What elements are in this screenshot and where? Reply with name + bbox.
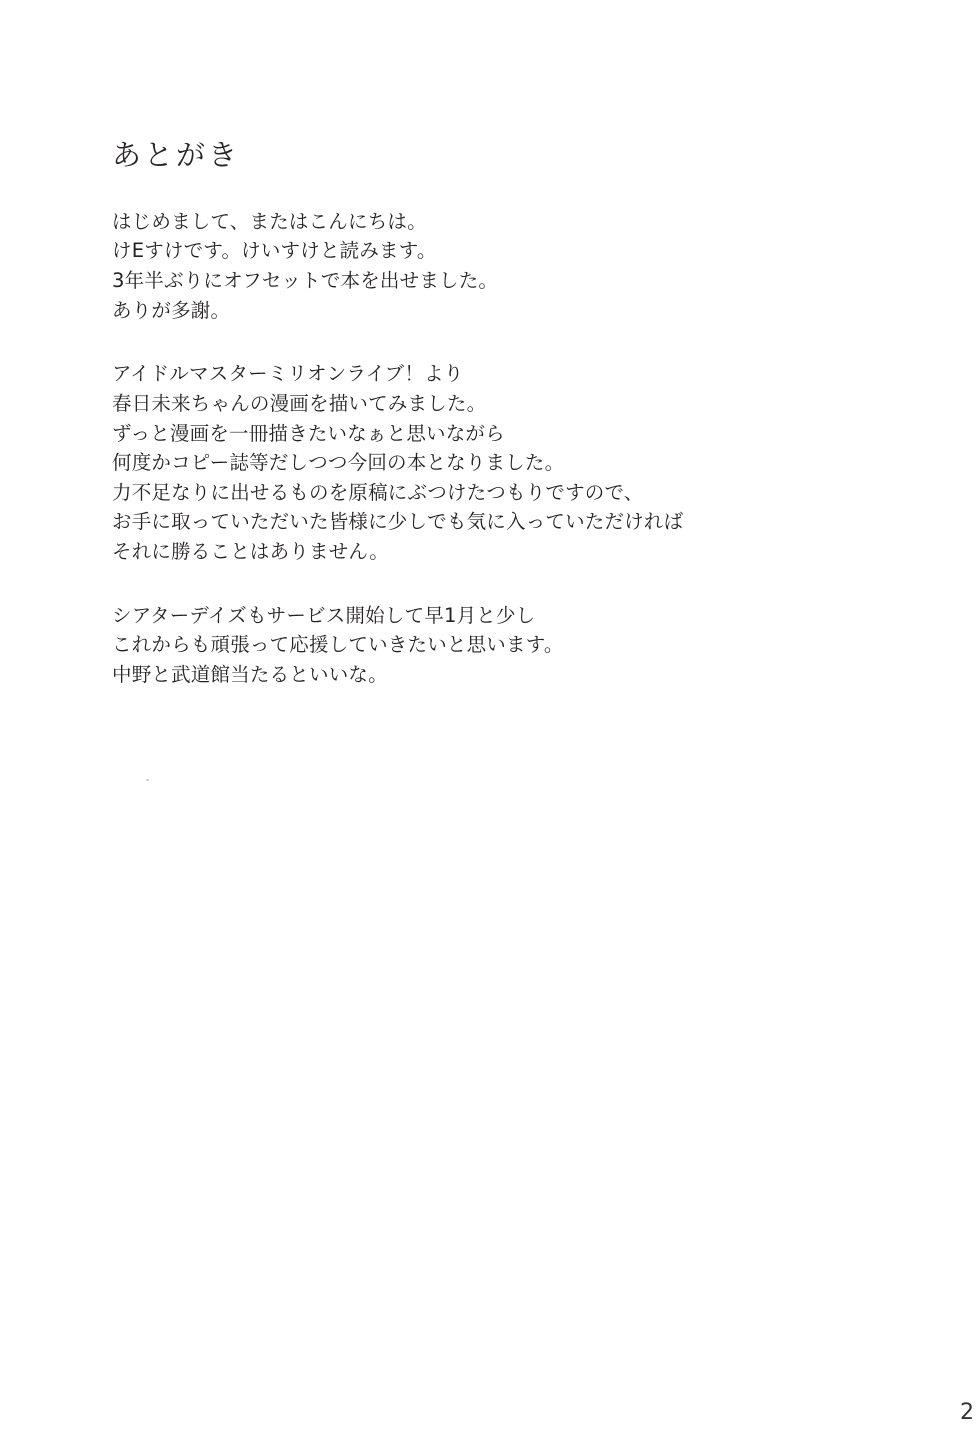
text-line: 力不足なりに出せるものを原稿にぶつけたつもりですので、 bbox=[112, 480, 644, 504]
paragraph-about-the-work bbox=[112, 359, 812, 566]
afterword-section bbox=[112, 138, 812, 690]
text-line: シアターデイズもサービス開始して早1月と少し bbox=[112, 603, 536, 627]
text-line: 3年半ぶりにオフセットで本を出せました。 bbox=[112, 269, 499, 293]
text-line: はじめまして、またはこんにちは。 bbox=[112, 209, 427, 233]
page-number: 2 bbox=[960, 1400, 974, 1425]
text-line: それに勝ることはありません。 bbox=[112, 540, 389, 564]
page-speck bbox=[146, 779, 149, 781]
text-line: ずっと漫画を一冊描きたいなぁと思いながら bbox=[112, 421, 505, 445]
paragraph-closing bbox=[112, 601, 812, 690]
text-line: 中野と武道館当たるといいな。 bbox=[112, 662, 388, 686]
text-line: お手に取っていただいた皆様に少しでも気に入っていただければ bbox=[112, 510, 684, 534]
text-line: 何度かコピー誌等だしつつ今回の本となりました。 bbox=[112, 451, 565, 475]
paragraph-greeting bbox=[112, 207, 812, 326]
text-line: これからも頑張って応援していきたいと思います。 bbox=[112, 633, 564, 657]
page-title: あとがき bbox=[112, 138, 241, 172]
text-line: けΕすけです。けいすけと読みます。 bbox=[112, 239, 437, 263]
text-line: ありが多謝。 bbox=[112, 298, 231, 322]
text-line: アイドルマスターミリオンライブ！より bbox=[112, 362, 464, 386]
text-line: 春日未来ちゃんの漫画を描いてみました。 bbox=[112, 391, 487, 415]
